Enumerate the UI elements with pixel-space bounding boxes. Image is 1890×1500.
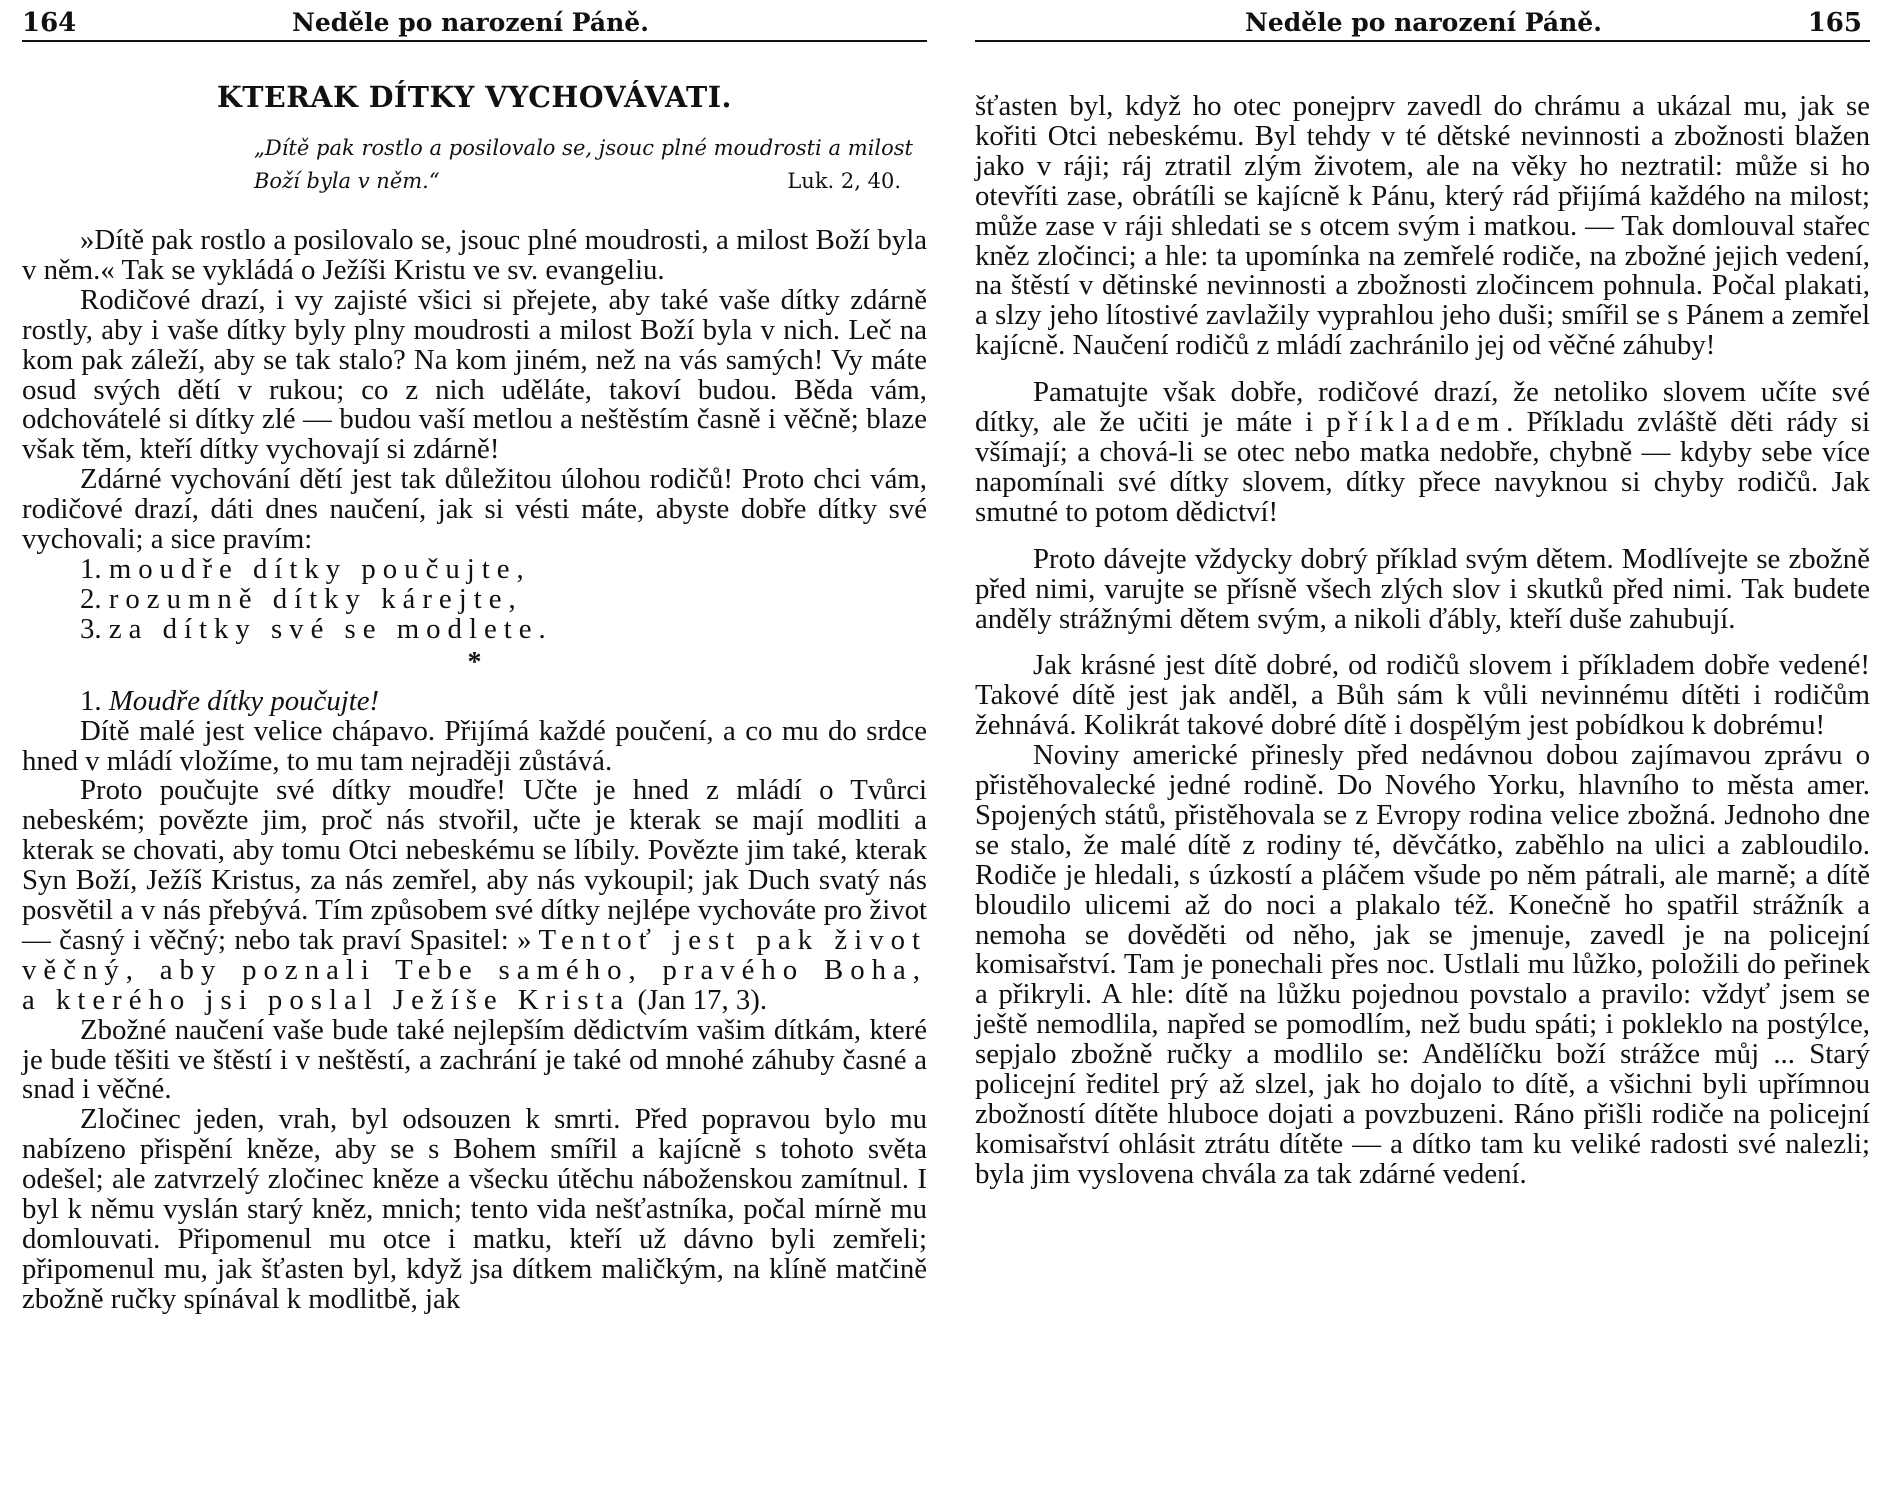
paragraph-text: Proto poučujte své dítky moudře! Učte je hned z mládí o Tvůrci nebeském; povězte jim, proč nás stvořil, učte je kterak se mají modliti a kterak se chovati, aby tomu Otci nebeskému se líbily. Povězte jim také, kterak Syn Boží, Ježíš Kristus, za nás zemřel, aby nás vykoupil; jak Duch svatý nás posvětil a v nás přebývá. Tím způsobem své dítky nejlépe vychováte pro život — časný i věčný; nebo tak praví Spasitel: [22, 774, 927, 956]
paragraph-continued: šťasten byl, když ho otec ponejprv zavedl do chrámu a ukázal mu, jak se kořiti Otci nebeskému. Byl tehdy v té dětské nevinnosti a zbožnosti blažen jako v ráji; ráj ztratil zlým životem, ale na věky ho neztratil: může si ho otevříti zase, obrátíli se kajícně k Pánu, který rád přijímá každého na milost; může zase v ráji shledati se s otcem svým i matkou. — Tak domlouval stařec kněz zločinci; a hle: ta upomínka na zemřelé rodiče, na zbožné jejich vedení, na štěstí v dětinské nevinnosti a zbožnosti zločincem pohnula. Počal plakati, a slzy jeho lítostivé zavlažily vyprahlou jeho duši; smířil se s Pánem a zemřel kajícně. Naučení rodičů z mládí zachránilo jej od věčné záhuby! [975, 90, 1870, 362]
paragraph: Dítě malé jest velice chápavo. Přijímá každé poučení, a co mu do srdce hned v mládí vložíme, to mu tam nejraději zůstává. [22, 714, 927, 777]
paragraph: Jak krásné jest dítě dobré, od rodičů slovem i příkladem dobře vedené! Takové dítě jest jak anděl, a Bůh sám k vůli nevinnému dítěti i rodičům žehnává. Kolikrát takové dobré dítě i dospělým jest pobídkou k dobrému! [975, 649, 1870, 742]
right-page [975, 0, 1870, 1500]
paragraph: Zločinec jeden, vrah, byl odsouzen k smrti. Před popravou bylo mu nabízeno přispění kněze, aby se s Bohem smířil a kajícně s tohoto světa odešel; ale zatvrzelý zločinec kněze a všecku útěchu náboženskou zamítnul. I byl k němu vyslán starý kněz, mnich; tento vida nešťastníka, počal mírně mu domlouvati. Připomenul mu otce i matku, kteří už dávno byli zemřeli; připomenul mu, jak šťasten byl, když jsa dítkem maličkým, na klíně matčině zbožně ručky spínával k modlitbě, jak [22, 1103, 927, 1315]
epigraph [254, 132, 913, 198]
paragraph-text: . Příkladu zvláště děti rády si všímají; a chová-li se otec nebo matka nedobře, chybně — kdyby sebe více napomínali své dítky slovem, dítky přece navyknou si chyby rodičů. Jak smutné to potom dědictví! [975, 406, 1870, 528]
numbered-list [80, 552, 927, 645]
epigraph-reference: Luk. 2, 40. [787, 169, 901, 193]
scripture-quote: »Tentoť jest pak život věčný, aby poznali Tebe samého, pravého Boha, a kterého jsi poslal Ježíše Krista [22, 923, 927, 1016]
paragraph [22, 776, 927, 1015]
paragraph: »Dítě pak rostlo a posilovalo se, jsouc plné moudrosti, a milost Boží byla v něm.« Tak se vykládá o Ježíši Kristu ve sv. evangeliu. [22, 224, 927, 286]
scripture-reference: (Jan 17, 3). [637, 983, 768, 1016]
list-number: 1. [80, 552, 102, 585]
paragraph [975, 378, 1870, 528]
left-body [22, 226, 927, 1315]
chapter-title: KTERAK DÍTKY VYCHOVÁVATI. [217, 80, 732, 114]
list-number: 2. [80, 582, 102, 615]
section-number: 1. [80, 684, 102, 717]
list-item [80, 582, 927, 615]
left-page-number: 164 [22, 8, 77, 38]
paragraph-text: Pamatujte však dobře, rodičové drazí, že netoliko slovem učíte své dítky, ale že učiti je máte i [975, 376, 1870, 439]
list-text: rozumně dítky kárejte, [108, 582, 523, 615]
right-page-number: 165 [1807, 8, 1862, 38]
left-running-head [22, 0, 927, 42]
paragraph: Rodičové drazí, i vy zajisté všici si přejete, aby také vaše dítky zdárně rostly, aby i vaše dítky byly plny moudrosti a milost Boží byla v nich. Leč na kom pak záleží, aby se tak stalo? Na kom jiném, než na vás samých! Vy máte osud svých dětí v rukou; co z nich uděláte, takoví budou. Běda vám, odchovátelé si dítky zlé — budou vaší metlou a neštěstím časně i věčně; blaze však těm, kteří dítky vychovají si zdárně! [22, 283, 927, 466]
section-heading-text: Moudře dítky poučujte! [108, 684, 380, 717]
list-text: moudře dítky poučujte, [108, 552, 531, 585]
list-item [80, 552, 927, 585]
right-body [975, 92, 1870, 1190]
left-page [22, 0, 927, 1500]
emphasized-word: příkladem [1326, 406, 1507, 439]
paragraph: Zbožné naučení vaše bude také nejlepším dědictvím vašim dítkám, které je bude těšiti ve štěstí i v neštěstí, a zachrání je také od mnohé záhuby časné a snad i věčné. [22, 1013, 927, 1106]
section-separator: * [467, 646, 482, 678]
list-item [80, 612, 927, 645]
list-number: 3. [80, 612, 102, 645]
right-running-head [975, 0, 1870, 42]
epigraph-quote: „Dítě pak rostlo a posilovalo se, jsouc plné moudrosti a milost Boží byla v něm.“ [254, 136, 913, 193]
list-text: za dítky své se modlete. [108, 612, 553, 645]
paragraph: Noviny americké přinesly před nedávnou dobou zajímavou zprávu o přistěhovalecké jedné rodině. Do Nového Yorku, hlavního to města amer. Spojených států, přistěhovala se z Evropy rodina velice zbožná. Jednoho dne se stalo, že malé dítě z rodiny té, děvčátko, zaběhlo na ulici a zabloudilo. Rodiče je hledali, s úzkostí a pláčem všude po něm pátrali, ale marně; a dítě bloudilo ulicemi až do noci a plakalo též. Konečně ho spatřil strážník a nemoha se dověděti od něho, jak se jmenuje, zavedl je na policejní komisařství. Tam je ponechali přes noc. Ustlali mu lůžko, položili do peřinek a přikryli. A hle: dítě na lůžku pojednou povstalo a pravilo: vždyť jsem se ještě nemodlila, napřed se pomodlím, než budu spáti; i pokleklo na postýlce, sepjalo zbožně ručky a modlilo se: Andělíčku boží strážce můj ... Starý policejní ředitel prý až slzel, jak ho dojalo to dítě, a všichni byli upřímnou zbožností dítěte hluboce dojati a povzbuzeni. Ráno přišli rodiče na policejní komisařství ohlásit ztrátu dítěte — a dítko tam ku veliké radosti své nalezli; byla jim vyslovena chvála za tak zdárné vedení. [975, 739, 1870, 1190]
left-running-title: Neděle po narození Páně. [292, 8, 649, 37]
right-running-title: Neděle po narození Páně. [1245, 8, 1602, 37]
paragraph: Proto dávejte vždycky dobrý příklad svým dětem. Modlívejte se zbožně před nimi, varujte se přísně všech zlých slov i skutků před nimi. Tak budete anděly strážnými dětem svým, a nikoli ďábly, kteří duše zahubují. [975, 542, 1870, 635]
section-heading [80, 684, 927, 717]
paragraph: Zdárné vychování dětí jest tak důležitou úlohou rodičů! Proto chci vám, rodičové drazí, dáti dnes naučení, jak si vésti máte, abyste dobře dítky své vychovali; a sice pravím: [22, 463, 927, 556]
